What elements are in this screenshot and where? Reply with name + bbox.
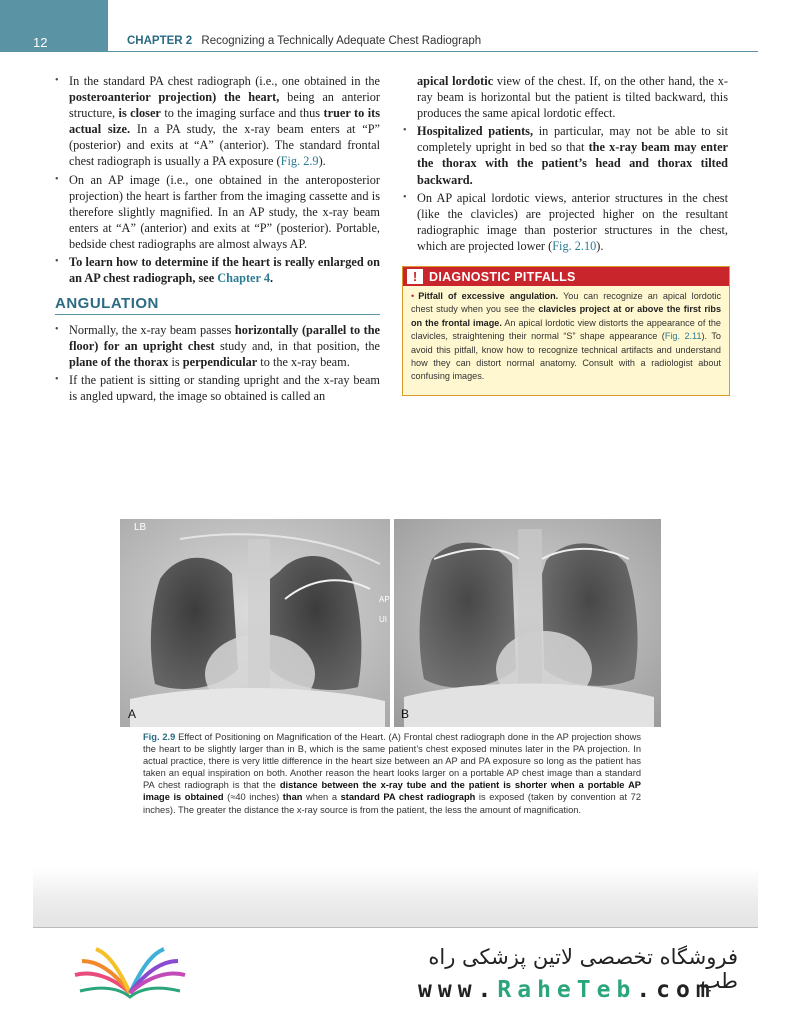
left-column-angulation bbox=[55, 322, 380, 406]
chest-radiograph-b bbox=[394, 519, 661, 727]
pitfalls-title: DIAGNOSTIC PITFALLS bbox=[429, 269, 576, 284]
chapter-link[interactable]: Chapter 4 bbox=[217, 271, 270, 286]
left-column bbox=[55, 73, 380, 288]
page-number: 12 bbox=[33, 35, 48, 50]
list-item: • In the standard PA chest radiograph (i.e., one obtained in the posteroanterior projection) the heart, being an anterior structure, is closer to the imaging surface and thus truer to its actual size. In a PA study, the x-ray beam enters at “P” (posterior) and exits at “A” (anterior). The standard frontal chest radiograph is usually a PA exposure (Fig. 2.9). bbox=[55, 73, 380, 170]
pitfalls-body: • Pitfall of excessive angulation. You can recognize an apical lordotic chest study when you see the clavicles project at or above the first ribs on the frontal image. An apical lordotic view distorts the appearance of the clavicles, straightening their normal “S” shape appearance (Fig. 2.11). To avoid this pitfall, know how to recognize technical artifacts and understand how they can distort normal anatomy. Consult with a radiologist about confusing images. bbox=[411, 291, 721, 382]
store-name: فروشگاه تخصصی لاتین پزشکی راه طب bbox=[428, 945, 738, 993]
list-item: apical lordotic view of the chest. If, on the other hand, the x-ray beam is horizontal but the patient is tilted backward, this produces the same apical lordotic effect. bbox=[417, 74, 728, 121]
list-item: • Hospitalized patients, in particular, may not be able to sit completely upright in bed so that the x-ray beam may enter the thorax with the patient’s head and thorax tilted backward. bbox=[403, 123, 728, 187]
chapter-title: Recognizing a Technically Adequate Chest Radiograph bbox=[201, 35, 482, 47]
header-tab bbox=[0, 0, 108, 52]
figure-link[interactable]: Fig. 2.9 bbox=[280, 154, 319, 169]
figure-link[interactable]: Fig. 2.10 bbox=[552, 238, 597, 253]
pitfalls-header bbox=[403, 267, 729, 286]
figure-link[interactable]: Fig. 2.11 bbox=[664, 331, 702, 342]
image-label-a: A bbox=[128, 707, 137, 721]
image-label-b: B bbox=[401, 707, 410, 721]
header-rule bbox=[108, 51, 758, 52]
book-logo-icon bbox=[70, 945, 190, 1000]
list-item: • On an AP image (i.e., one obtained in the anteroposterior projection) the heart is farther from the imaging cassette and is therefore slightly magnified. In an AP study, the x-ray beam enters at “A” (anterior) and exits at “P” (posterior). Portable, bedside chest radiographs are almost always AP. bbox=[55, 172, 380, 252]
chest-radiograph-a bbox=[120, 519, 390, 727]
diagnostic-pitfalls-box bbox=[402, 266, 730, 396]
list-item: • Normally, the x-ray beam passes horizontally (parallel to the floor) for an upright chest study and, in that position, the plane of the thorax is perpendicular to the x-ray beam. bbox=[55, 322, 380, 370]
section-title: ANGULATION bbox=[55, 295, 159, 312]
section-rule bbox=[55, 314, 380, 315]
right-column bbox=[403, 73, 728, 256]
bullet-icon: • bbox=[411, 291, 415, 301]
running-header bbox=[127, 35, 481, 47]
list-item: • If the patient is sitting or standing upright and the x-ray beam is angled upward, the image so obtained is called an bbox=[55, 372, 380, 404]
exclamation-icon: ! bbox=[407, 269, 423, 284]
footer-rule bbox=[33, 927, 758, 928]
footer-band bbox=[33, 868, 758, 928]
chapter-label: CHAPTER 2 bbox=[127, 35, 193, 47]
image-marker: LB bbox=[134, 522, 147, 533]
figure-number: Fig. 2.9 bbox=[143, 732, 176, 742]
store-url[interactable]: www.RaheTeb.com bbox=[418, 977, 716, 1003]
figure-caption: Fig. 2.9 Effect of Positioning on Magnification of the Heart. (A) Frontal chest radiograph done in the AP projection shows the heart to be slightly larger than in B, which is the same patient’s chest exposed minutes later in the PA projection. In actual practice, there is very little difference in the heart size between an AP and PA exposure so long as the patient has taken an equal inspiration on both. Another reason the heart looks larger on a portable AP chest image than a standard PA chest radiograph is that the distance between the x-ray tube and the patient is shorter when a portable AP image is obtained (≈40 inches) than when a standard PA chest radiograph is exposed (taken by convention at 72 inches). The greater the distance the x-ray source is from the patient, the less the amount of magnification. bbox=[143, 732, 641, 815]
list-item: • On AP apical lordotic views, anterior structures in the chest (like the clavicles) are projected higher on the resultant radiographic image than posterior structures in the chest, which are projected lower (Fig. 2.10). bbox=[403, 190, 728, 254]
list-item: • To learn how to determine if the heart is really enlarged on an AP chest radiograph, see Chapter 4. bbox=[55, 254, 380, 286]
image-edge-text: UI bbox=[379, 615, 387, 624]
image-edge-text: AP bbox=[379, 595, 390, 604]
